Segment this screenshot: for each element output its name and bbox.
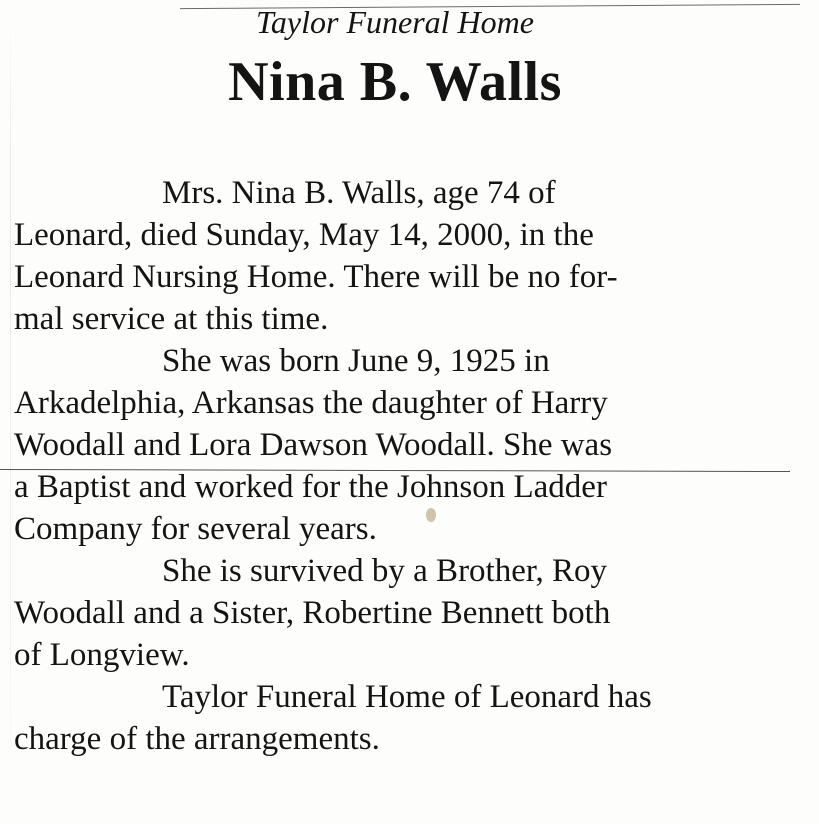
text-line: Leonard Nursing Home. There will be no for- (14, 259, 618, 295)
text-line: charge of the arrangements. (14, 721, 380, 757)
obituary-headline: Nina B. Walls (228, 51, 562, 113)
obituary-body (14, 172, 772, 760)
text-line: mal service at this time. (14, 301, 329, 337)
funeral-home-name: Taylor Funeral Home (256, 4, 534, 40)
text-line: Taylor Funeral Home of Leonard has (162, 679, 652, 715)
text-line: Leonard, died Sunday, May 14, 2000, in the (14, 217, 594, 253)
paragraph-arrangements (14, 676, 772, 760)
text-line: Woodall and Lora Dawson Woodall. She was (14, 427, 613, 463)
paragraph-death-notice (14, 172, 772, 340)
text-line: of Longview. (14, 637, 190, 673)
text-line: She was born June 9, 1925 in (162, 343, 550, 379)
paragraph-biography (14, 340, 772, 550)
text-line: Woodall and a Sister, Robertine Bennett both (14, 595, 611, 631)
clipping-edge (10, 0, 11, 800)
text-line: Mrs. Nina B. Walls, age 74 of (162, 175, 556, 211)
text-line: Company for several years. (14, 511, 377, 547)
text-line: a Baptist and worked for the Johnson Ladder (14, 469, 607, 505)
text-line: She is survived by a Brother, Roy (162, 553, 608, 589)
paragraph-survivors (14, 550, 772, 676)
text-line: Arkadelphia, Arkansas the daughter of Harry (14, 385, 608, 421)
